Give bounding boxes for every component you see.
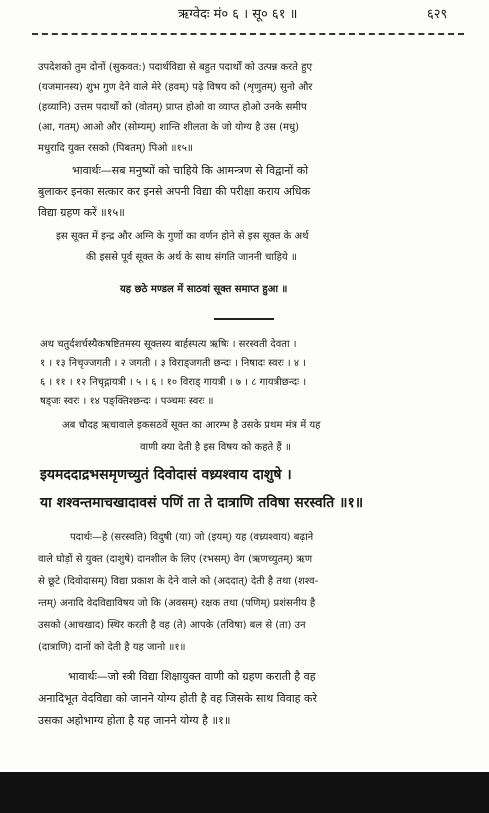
running-title: ऋग्वेदः मं० ६ । सू० ६१ ॥ [178, 7, 298, 22]
text-line: (हव्यानि) उत्तम पदार्थों को (वोतम्) प्राप्त होओ वा व्याप्त होओ उनके समीप [38, 102, 307, 113]
text-line: बुलाकर इनका सत्कार कर इनसे अपनी विद्या की परीक्षा कराय अधिक [38, 185, 311, 198]
text-line: की इससे पूर्व सूक्त के अर्थ के साथ संगति जाननी चाहिये ॥ [86, 252, 297, 263]
header-rule [32, 33, 464, 35]
text-line: अनादिभूत वेदविद्या को जानने योग्य होती है वह जिसके साथ विवाह करे [38, 692, 317, 705]
text-line: (दात्राणि) दानों को देती है यह जानो ॥१॥ [38, 642, 186, 653]
text-line: १ । १३ निचृज्जगती । २ जगती । ३ विराड्जगती छन्दः । निषादः स्वरः । ४ । [40, 358, 307, 369]
text-line: भावार्थः—जो स्त्री विद्या शिक्षायुक्त वाणी को ग्रहण कराती है वह [68, 670, 316, 683]
text-line: उसको (आचखाद) स्थिर करती है वह (ते) आपके (तविषा) बल से (ता) उन [38, 620, 306, 631]
closing-line: यह छठे मण्डल में साठवां सूक्त समाप्त हुआ ॥ [120, 284, 288, 295]
text-line: से छूटे (दिवोदासम्) विद्या प्रकाश के देने वाले को (अददात्) देती है तथा (शश्व- [38, 576, 319, 587]
text-line: विद्या ग्रहण करें ॥१५॥ [38, 206, 125, 219]
text-line: षड्जः स्वरः । १४ पङ्क्तिश्छन्दः । पञ्चमः स्वरः ॥ [40, 396, 214, 407]
scanner-edge [0, 772, 489, 813]
mantra-line: या शश्वन्तमाचखादावसं पणिं ता ते दात्राणि तविषा सरस्वति ॥१॥ [40, 495, 364, 511]
text-line: वाणी क्या देती है इस विषय को कहते हैं ॥ [140, 442, 291, 453]
text-line: अब चौदह ऋचावाले इकसठवें सूक्त का आरम्भ है उसके प्रथम मंत्र में यह [62, 420, 321, 431]
text-line: उसका अहोभाग्य होता है यह जानने योग्य है ॥१॥ [38, 714, 231, 727]
text-line: ६ । ११ । १२ निचृद्गायत्री । ५ । ६ । १० विराड् गायत्री । ७ । ८ गायत्रीछन्दः । [40, 377, 307, 388]
text-line: (आ, गतम्) आओ और (सोम्यम्) शान्ति शीलता के जो योग्य है उस (मधु) [38, 122, 300, 133]
page-number: ६२९ [427, 7, 448, 22]
text-line: उपदेशको तुम दोनों (सुकवत:) पदार्थविद्या से बहुत पदार्थों को उत्पन्न करते हुए [38, 62, 312, 73]
text-line: भावार्थः—सब मनुष्यों को चाहिये कि आमन्त्रण से विद्वानों को [72, 164, 309, 177]
text-line: अथ चतुर्दशर्चस्यैकषष्टितमस्य सूक्तस्य बार्हस्पत्य ऋषिः । सरस्वती देवता । [40, 339, 297, 350]
text-line: वाले घोड़ों से युक्त (दाशुषे) दानशील के लिए (रभसम्) वेग (ऋणच्युतम्) ऋण [38, 554, 313, 565]
text-line: (यजमानस्य) शुभ गुण देने वाले मेरे (हवम्) पढ़े विषय को (शृणुतम्) सुनो और [38, 82, 313, 93]
text-line: मधुरादि युक्त रसको (पिबतम्) पिओ ॥१५॥ [38, 143, 193, 154]
text-line: न्तम्) अनादि वेदविद्याविषय जो कि (अवसम्) रक्षक तथा (पणिम्) प्रशंसनीय है [38, 598, 316, 609]
text-line: इस सूक्त में इन्द्र और अग्नि के गुणों का वर्णन होने से इस सूक्त के अर्थ [56, 231, 309, 242]
mantra-line: इयमददाद्रभसमृणच्युतं दिवोदासं वध्र्यश्वाय दाशुषे । [40, 467, 292, 483]
text-line: पदार्थः—हे (सरस्वति) विदुषी (या) जो (इयम्) यह (वध्र्यश्वाय) बढ़ाने [70, 532, 314, 543]
section-divider [214, 318, 274, 320]
